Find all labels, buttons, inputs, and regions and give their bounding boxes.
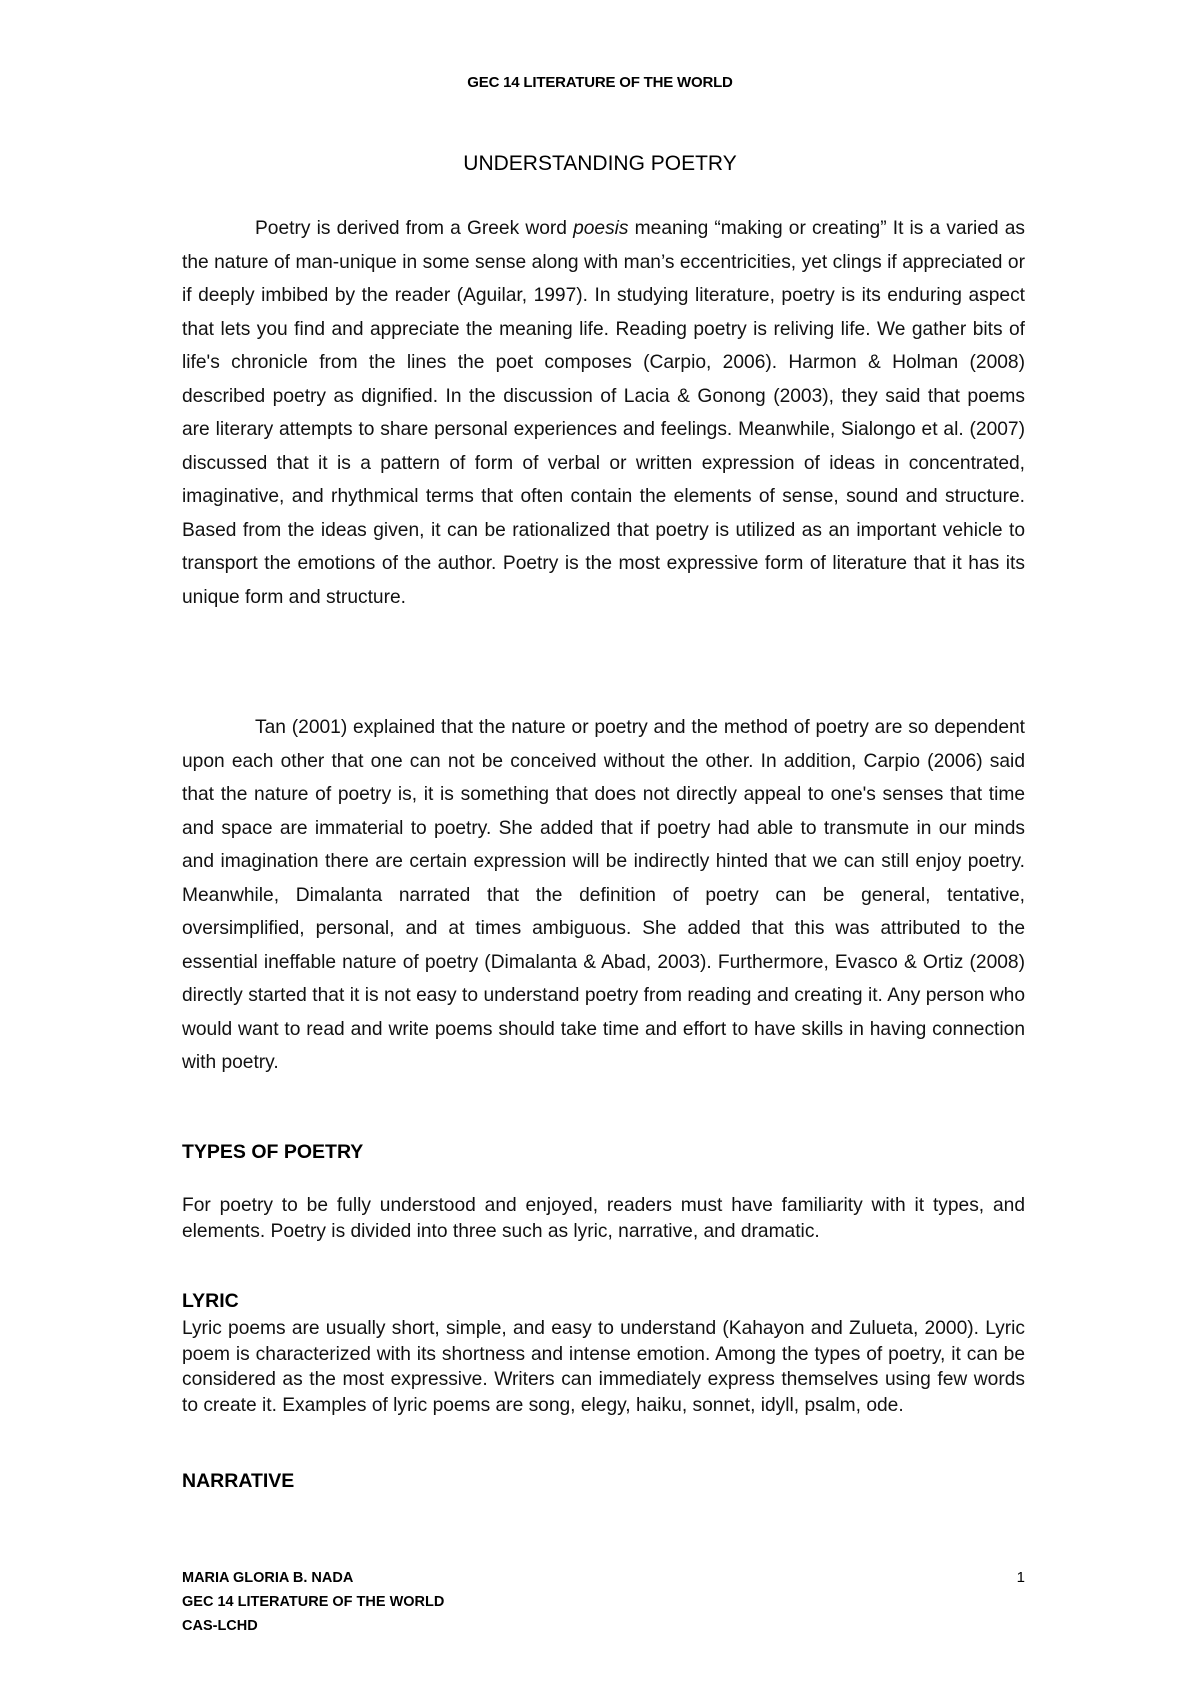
intro-paragraph bbox=[182, 212, 1025, 614]
nature-paragraph: Tan (2001) explained that the nature or poetry and the method of poetry are so dependent upon each other that one can not be conceived without the other. In addition, Carpio (2006) said that the nature of poetry is, it is something that does not directly appeal to one's senses that time and space are immaterial to poetry. She added that if poetry had able to transmute in our minds and imagination there are certain expression will be indirectly hinted that we can still enjoy poetry. Meanwhile, Dimalanta narrated that the definition of poetry can be general, tentative, oversimplified, personal, and at times ambiguous. She added that this was attributed to the essential ineffable nature of poetry (Dimalanta & Abad, 2003). Furthermore, Evasco & Ortiz (2008) directly started that it is not easy to understand poetry from reading and creating it. Any person who would want to read and write poems should take time and effort to have skills in having connection with poetry. bbox=[182, 717, 1025, 1073]
footer-author: MARIA GLORIA B. NADA bbox=[182, 1570, 354, 1586]
lyric-paragraph: Lyric poems are usually short, simple, and easy to understand (Kahayon and Zulueta, 2000). Lyric poem is characterized with its shortness and intense emotion. Among the types of poetry, it can be considered as the most expressive. Writers can immediately express themselves using few words to create it. Examples of lyric poems are song, elegy, haiku, sonnet, idyll, psalm, ode. bbox=[182, 1318, 1025, 1416]
page-footer bbox=[182, 1566, 444, 1638]
footer-course: GEC 14 LITERATURE OF THE WORLD bbox=[182, 1594, 445, 1610]
narrative-heading: NARRATIVE bbox=[182, 1470, 295, 1492]
intro-text-italic: poesis bbox=[573, 218, 629, 239]
lyric-heading: LYRIC bbox=[182, 1290, 239, 1312]
page-title: UNDERSTANDING POETRY bbox=[463, 152, 737, 175]
types-heading: TYPES OF POETRY bbox=[182, 1141, 364, 1163]
types-paragraph: For poetry to be fully understood and enjoyed, readers must have familiarity with it types, and elements. Poetry is divided into three such as lyric, narrative, and dramatic. bbox=[182, 1195, 1025, 1242]
footer-department: CAS-LCHD bbox=[182, 1618, 258, 1634]
running-header: GEC 14 LITERATURE OF THE WORLD bbox=[467, 74, 733, 91]
intro-text-rest: meaning “making or creating” It is a varied as the nature of man-unique in some sense along with man’s eccentricities, yet clings if appreciated or if deeply imbibed by the reader (Aguilar, 1997). In studying literature, poetry is its enduring aspect that lets you find and appreciate the meaning life. Reading poetry is reliving life. We gather bits of life's chronicle from the lines the poet composes (Carpio, 2006). Harmon & Holman (2008) described poetry as dignified. In the discussion of Lacia & Gonong (2003), they said that poems are literary attempts to share personal experiences and feelings. Meanwhile, Sialongo et al. (2007) discussed that it is a pattern of form of verbal or written expression of ideas in concentrated, imaginative, and rhythmical terms that often contain the elements of sense, sound and structure. Based from the ideas given, it can be rationalized that poetry is utilized as an important vehicle to transport the emotions of the author. Poetry is the most expressive form of literature that it has its unique form and structure. bbox=[182, 218, 1025, 608]
intro-text-start: Poetry is derived from a Greek word bbox=[255, 218, 574, 239]
page-number: 1 bbox=[1016, 1569, 1025, 1586]
